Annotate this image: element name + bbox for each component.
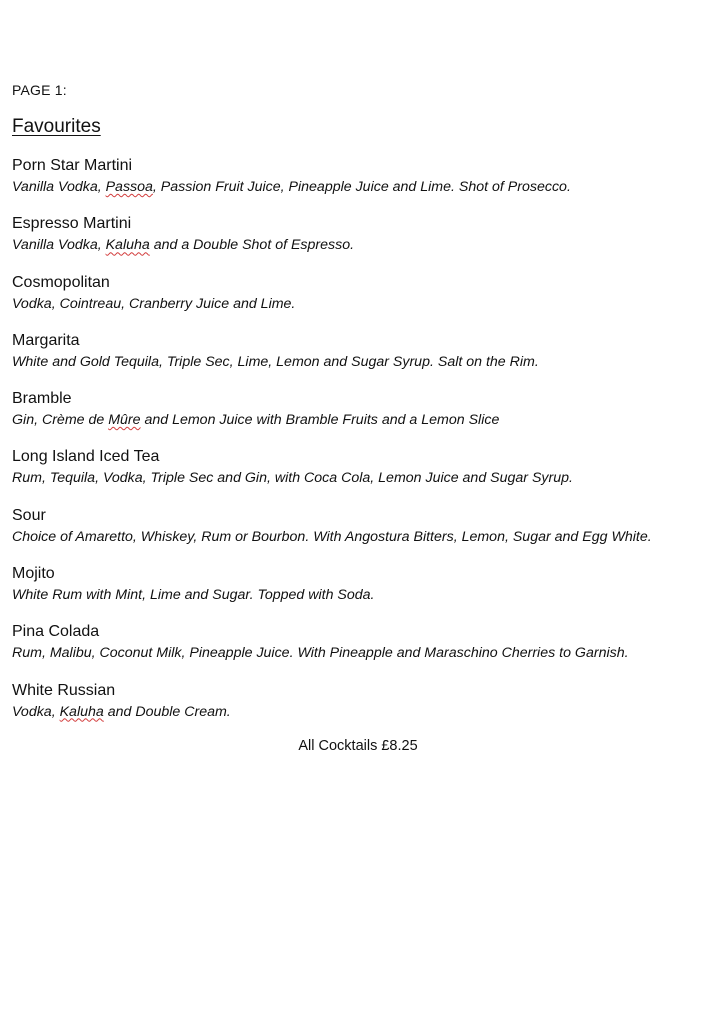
spellcheck-flagged-word: Mûre (108, 412, 141, 429)
cocktail-item (12, 564, 704, 622)
cocktail-item (12, 214, 704, 272)
cocktail-description (12, 234, 704, 256)
description-text: , Passion Fruit Juice, Pineapple Juice and Lime. Shot of Prosecco. (152, 179, 571, 195)
cocktail-description (12, 409, 704, 431)
description-text: Rum, Tequila, Vodka, Triple Sec and Gin, with Coca Cola, Lemon Juice and Sugar Syrup. (12, 470, 573, 487)
description-text: Choice of Amaretto, Whiskey, Rum or Bourbon. With Angostura Bitters, Lemon, Sugar and Egg White. (12, 528, 652, 545)
description-text: and Double Cream. (103, 703, 231, 720)
spellcheck-flagged-word: Passoa (105, 179, 153, 195)
description-text: and a Double Shot of Espresso. (149, 237, 355, 254)
page-label: PAGE 1: (12, 82, 67, 98)
section-title: Favourites (12, 116, 101, 137)
description-text: Vodka, (12, 703, 60, 720)
description-text: White Rum with Mint, Lime and Sugar. Topped with Soda. (12, 587, 375, 604)
cocktail-item (12, 506, 704, 564)
cocktail-name: White Russian (12, 681, 116, 699)
cocktail-name: Cosmopolitan (12, 273, 110, 291)
cocktail-item (12, 273, 704, 331)
cocktail-description (12, 176, 704, 198)
description-text: Vanilla Vodka, (12, 237, 106, 254)
cocktail-description (12, 467, 704, 489)
cocktail-name: Sour (12, 506, 46, 524)
cocktail-name: Pina Colada (12, 623, 100, 641)
price-note-text: All Cocktails £8.25 (298, 738, 418, 754)
cocktail-name: Margarita (12, 331, 80, 349)
description-text: White and Gold Tequila, Triple Sec, Lime, Lemon and Sugar Syrup. Salt on the Rim. (12, 353, 539, 370)
cocktail-item (12, 389, 704, 447)
cocktail-name: Espresso Martini (12, 215, 132, 233)
cocktail-name: Mojito (12, 565, 55, 583)
cocktail-item (12, 331, 704, 389)
price-note (12, 738, 704, 754)
cocktail-name: Long Island Iced Tea (12, 448, 160, 466)
cocktail-item (12, 681, 704, 739)
spellcheck-flagged-word: Kaluha (105, 237, 150, 254)
cocktail-list (12, 156, 704, 739)
cocktail-description (12, 526, 704, 548)
cocktail-description (12, 701, 704, 723)
cocktail-item (12, 447, 704, 505)
description-text: Rum, Malibu, Coconut Milk, Pineapple Juice. With Pineapple and Maraschino Cherries to Garnish. (12, 645, 629, 662)
description-text: Vodka, Cointreau, Cranberry Juice and Lime. (12, 295, 296, 312)
cocktail-name: Porn Star Martini (12, 157, 133, 174)
cocktail-item (12, 622, 704, 680)
cocktail-description (12, 293, 704, 315)
cocktail-description (12, 642, 704, 664)
description-text: and Lemon Juice with Bramble Fruits and a Lemon Slice (140, 412, 500, 429)
cocktail-description (12, 351, 704, 373)
description-text: Gin, Crème de (12, 412, 109, 429)
cocktail-description (12, 584, 704, 606)
cocktail-name: Bramble (12, 390, 72, 408)
spellcheck-flagged-word: Kaluha (59, 703, 104, 720)
description-text: Vanilla Vodka, (12, 179, 106, 195)
cocktail-item (12, 156, 704, 214)
